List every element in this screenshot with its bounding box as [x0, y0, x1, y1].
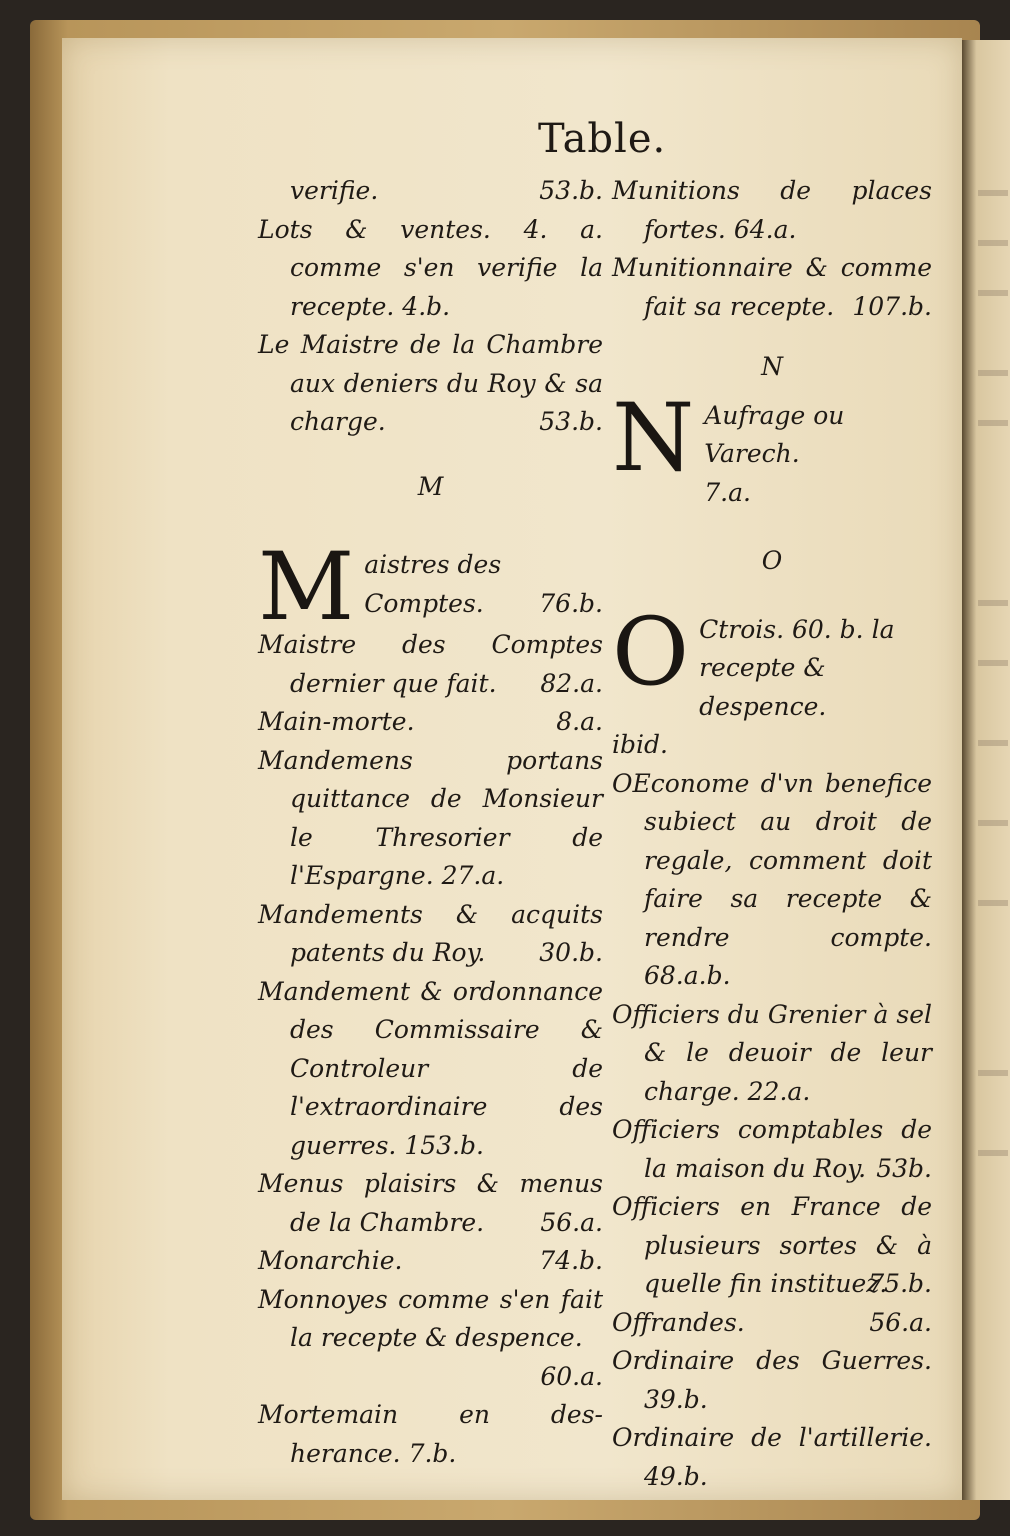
index-entry: Monnoyes comme s'en fait la recepte & despence. 60.a.: [258, 1281, 603, 1397]
index-entry: Officiers en France de plusieurs sortes & à quelle fin instituez. 75.b.: [612, 1188, 932, 1304]
dropcap-entry: O Ctrois. 60. b. la recepte & despence. ibid.: [612, 597, 895, 759]
page-ref: 56.a.: [540, 1207, 603, 1237]
facing-page-edge: [962, 40, 1010, 1500]
index-entry: Ordinaire de l'artillerie. 49.b.: [612, 1423, 932, 1491]
page-ref: 8.a.: [556, 707, 603, 736]
page-header: Table.: [538, 116, 667, 162]
index-entry: Lots & ventes. 4. a. comme s'en verifie la recepte. 4.b.: [258, 214, 603, 321]
section-letter-o: O: [761, 546, 783, 575]
page-ref: 64.a.: [733, 214, 797, 244]
page-ref: 7.b.: [408, 1438, 457, 1468]
page-ref: ibid.: [612, 730, 668, 759]
index-entry: Mandements & acquits patents du Roy. 30.b.: [258, 896, 603, 973]
page-ref: 39.b.: [644, 1384, 708, 1414]
index-entry: Menus plaisirs & menus de la Chambre. 56.a.: [258, 1165, 603, 1242]
page-ref: 7.a.: [704, 477, 751, 507]
page-ref: 27.a.: [441, 861, 505, 890]
page-ref: 53b.: [876, 1153, 932, 1183]
index-entry: verifie. 53.b.: [258, 172, 603, 211]
page-ref: 53.b.: [539, 407, 603, 436]
page-ref: 4.b.: [402, 291, 451, 321]
index-entry: Offrandes. 56.a.: [612, 1304, 932, 1343]
index-entry: Monarchie. 74.b.: [258, 1242, 603, 1281]
dropcap-entry: M aistres des Comptes. 76.b.: [258, 533, 603, 642]
index-entry: Officiers comptables de la maison du Roy. 53b.: [612, 1111, 932, 1188]
dropcap-m: M: [258, 533, 355, 642]
index-entry: Mortemain en des-herance. 7.b.: [258, 1400, 603, 1468]
page-ref: 68.a.b.: [644, 961, 731, 990]
index-entry: Ordinaire des Guerres. 39.b.: [612, 1346, 932, 1414]
dropcap-o: O: [612, 597, 690, 707]
page-ref: 74.b.: [539, 1246, 603, 1275]
section-letter-n: N: [761, 352, 783, 381]
index-entry: Munitions de places fortes. 64.a.: [612, 176, 932, 244]
page-ref: 60.a.: [540, 1361, 603, 1391]
page-ref: 153.b.: [404, 1130, 484, 1160]
index-entry: Main-morte. 8.a.: [258, 703, 603, 742]
page-ref: 107.b.: [852, 291, 932, 321]
left-column: [258, 172, 603, 1473]
index-entry: Munitionnaire & comme fait sa recepte. 107.b.: [612, 249, 932, 326]
page-ref: 22.a.: [747, 1076, 811, 1106]
page-ref: 49.b.: [644, 1461, 708, 1491]
page-ref: 30.b.: [539, 938, 603, 967]
index-entry: Le Maistre de la Chambre aux deniers du Roy & sa charge. 53.b.: [258, 326, 603, 442]
index-entry: Mandement & ordonnance des Commissaire & Controleur de l'extraordinaire des guerres. 153.b.: [258, 976, 603, 1160]
dropcap-n: N: [612, 383, 695, 493]
page-ref: 82.a.: [540, 668, 603, 698]
section-letter-m: M: [417, 471, 444, 501]
right-column: [612, 172, 932, 1496]
index-entry: OEconome d'vn benefice subiect au droit de regale, comment doit faire sa recepte & rendre compte. 68.a.b.: [612, 768, 932, 990]
index-entry: Maistre des Comptes dernier que fait. 82.a.: [258, 626, 603, 703]
page-ref: 56.a.: [869, 1307, 932, 1337]
page-ref: 53.b.: [539, 176, 603, 205]
dropcap-entry: N Aufrage ou Varech. 7.a.: [612, 383, 845, 507]
index-entry: Mandemens portans quittance de Monsieur le Thresorier de l'Espargne. 27.a.: [258, 745, 603, 890]
page-ref: 76.b.: [539, 588, 603, 618]
page-ref: 75.b.: [868, 1269, 932, 1298]
index-entry: Officiers du Grenier à sel & le deuoir de leur charge. 22.a.: [612, 999, 932, 1106]
